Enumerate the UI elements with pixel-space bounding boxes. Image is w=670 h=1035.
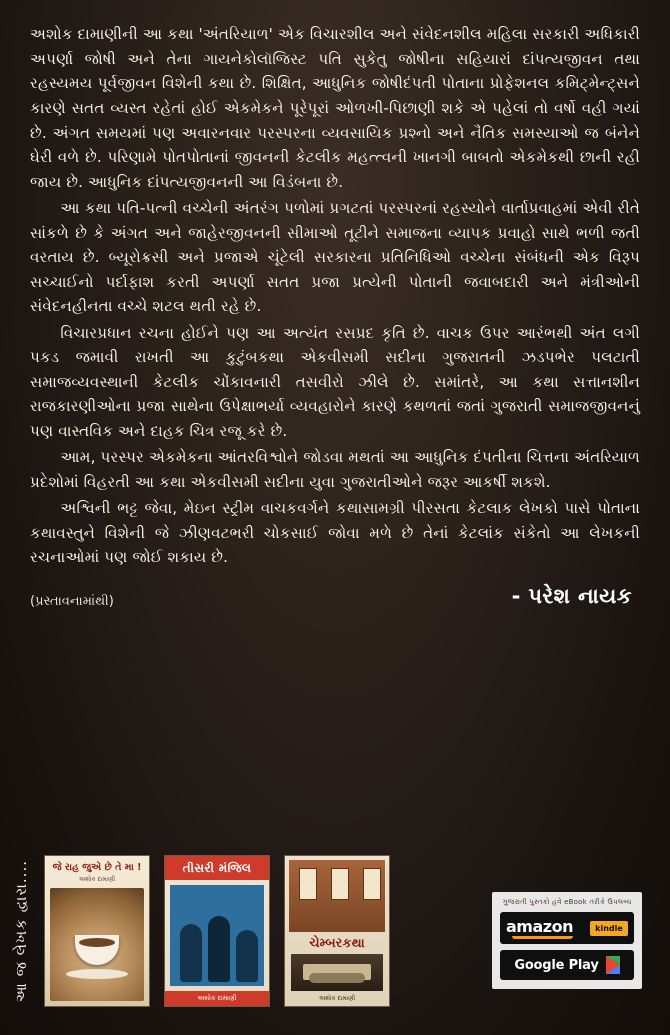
book-title: જે રાહ જુએ છે તે મા ! [52, 862, 142, 873]
bottom-area [0, 830, 670, 1035]
typewriter-illustration [291, 954, 383, 991]
blurb-paragraph: આમ, પરસ્પર એકમેકના આંતરવિશ્વોને જોડવા મથતાં આ આધુનિક દંપતીના ચિત્તના અંતરિયાળ પ્રદેશોમાં વિહરતી આ કથા એકવીસમી સદીના યુવા ગુજરાતીઓને જરૂર આકર્ષી શકશે. [30, 448, 640, 491]
credit-line [30, 584, 640, 609]
source-note: (પ્રસ્તાવનામાંથી) [30, 593, 114, 609]
figure-shape [208, 916, 230, 982]
blurb-paragraph: અશોક દામાણીની આ કથા 'અંતરિયાળ' એક વિચારશીલ અને સંવેદનશીલ મહિલા સરકારી અધિકારી અપર્ણા જોષી અને તેના ગાયનેકોલૉજિસ્ટ પતિ સુકેતુ જોષીના સહિયારાં દાંપત્યજીવન તથા રહસ્યમય પૂર્વજીવન વિશેની કથા છે. શિક્ષિત, આધુનિક જોષીદંપતી પોતાના પ્રોફેશનલ કમિટ્મેન્ટ્સને કારણે સતત વ્યસ્ત રહેતાં હોઈ એકમેકને પૂરેપૂરાં ઓળખી-પિછાણી શકે એ પહેલાં તો વર્ષો વહી ગયાં છે. અંગત સમયમાં પણ અવારનવાર પરસ્પરના વ્યવસાયિક પ્રશ્નો અને નૈતિક સમસ્યાઓ જ બંનેને ઘેરી વળે છે. પરિણામે પોતપોતાનાં જીવનની કેટલીક મહત્ત્વની ખાનગી બાબતો એકમેકથી છાની રહી જાય છે. આધુનિક દાંપત્યજીવનની આ વિડંબના છે. [30, 25, 640, 191]
blurb-text-block [30, 22, 640, 570]
amazon-store-link[interactable] [500, 912, 634, 944]
book-author: અશોક દામાણી [78, 875, 116, 883]
google-play-label: Google Play [514, 957, 599, 973]
blurb-paragraph: અશ્વિની ભટ્ટ જેવા, મેઇન સ્ટ્રીમ વાચકવર્ગને કથાસામગ્રી પીરસતા કેટલાક લેખકો પાસે પોતાના કથાવસ્તુને વિશેની જે ઝીણવટભરી ચોકસાઈ જોવા મળે છે તેનાં કેટલાંક સંકેતો આ લેખકની રચનાઓમાં પણ જોઈ શકાય છે. [30, 498, 640, 567]
book-title: તીસરી મંજિલ [165, 856, 269, 880]
author-credit: - પરેશ નાયક [511, 583, 632, 608]
kindle-badge: kindle [590, 921, 628, 936]
figure-shape [180, 924, 202, 982]
window-shape [299, 868, 317, 900]
cup-shape [75, 935, 119, 965]
figures-illustration [170, 885, 264, 986]
window-shape [363, 868, 381, 900]
blurb-paragraph: આ કથા પતિ-પત્ની વચ્ચેની અંતરંગ પળોમાં પ્રગટતાં પરસ્પરનાં રહસ્યોને વાર્તાપ્રવાહમાં એવી રીતે સાંકળે છે કે અંગત અને જાહેરજીવનની સીમાઓ તૂટીને સમાજના વ્યાપક પ્રવાહો સાથે ભળી જતી વરતાય છે. બ્યૂરોક્રસી અને પ્રજાએ ચૂંટેલી સરકારના પ્રતિનિધિઓ વચ્ચેના સંબંધની એક વિરૂપ સચ્ચાઈનો પર્દાફાશ કરતી અપર્ણા સતત પ્રજા પ્રત્યેની પોતાની જવાબદારી અને મંત્રીઓની સંવેદનહીનતા વચ્ચે શટલ થતી રહે છે. [30, 198, 640, 316]
book-cover-thumbnail[interactable] [44, 855, 150, 1007]
ebook-store-panel [492, 892, 642, 989]
google-play-icon [606, 956, 620, 974]
tea-cup-illustration [50, 888, 144, 1001]
book-thumbnail-list [44, 855, 390, 1007]
google-play-store-link[interactable] [500, 950, 634, 980]
book-cover-thumbnail[interactable] [164, 855, 270, 1007]
book-title: ચેમ્બરકથા [309, 936, 365, 951]
saucer-shape [66, 969, 128, 979]
ebook-availability-note: ગુજરાતી પુસ્તકો હવે eBook તરીકે ઉપલબ્ધ [502, 898, 632, 906]
blurb-paragraph: વિચારપ્રધાન રચના હોઈને પણ આ અત્યંત રસપ્રદ કૃતિ છે. વાચક ઉપર આરંભથી અંત લગી પકડ જમાવી રાખતી આ કુટુંબકથા એકવીસમી સદીના ગુજરાતની ઝડપભેર પલટાતી સમાજવ્યવસ્થાની કેટલીક ચોંકાવનારી તસવીરો ઝીલે છે. સમાંતરે, આ કથા સત્તાનશીન રાજકારણીઓના પ્રજા સાથેના ઉપેક્ષાભર્યા વ્યવહારોને કારણે કથળતાં જતાં ગુજરાતી સમાજજીવનનું પણ વાસ્તવિક અને દાહક ચિત્ર રજૂ કરે છે. [30, 323, 640, 441]
window-shape [331, 868, 349, 900]
amazon-logo: amazon [506, 917, 585, 939]
building-illustration [289, 860, 385, 932]
figure-shape [236, 930, 258, 982]
book-author: અશોક દામાણી [165, 991, 269, 1006]
book-cover-thumbnail[interactable] [284, 855, 390, 1007]
book-author: અશોક દામાણી [318, 995, 356, 1002]
also-by-author-tag [6, 841, 36, 1021]
also-by-author-label: આ જ લેખક દ્વારા.... [12, 859, 30, 1003]
